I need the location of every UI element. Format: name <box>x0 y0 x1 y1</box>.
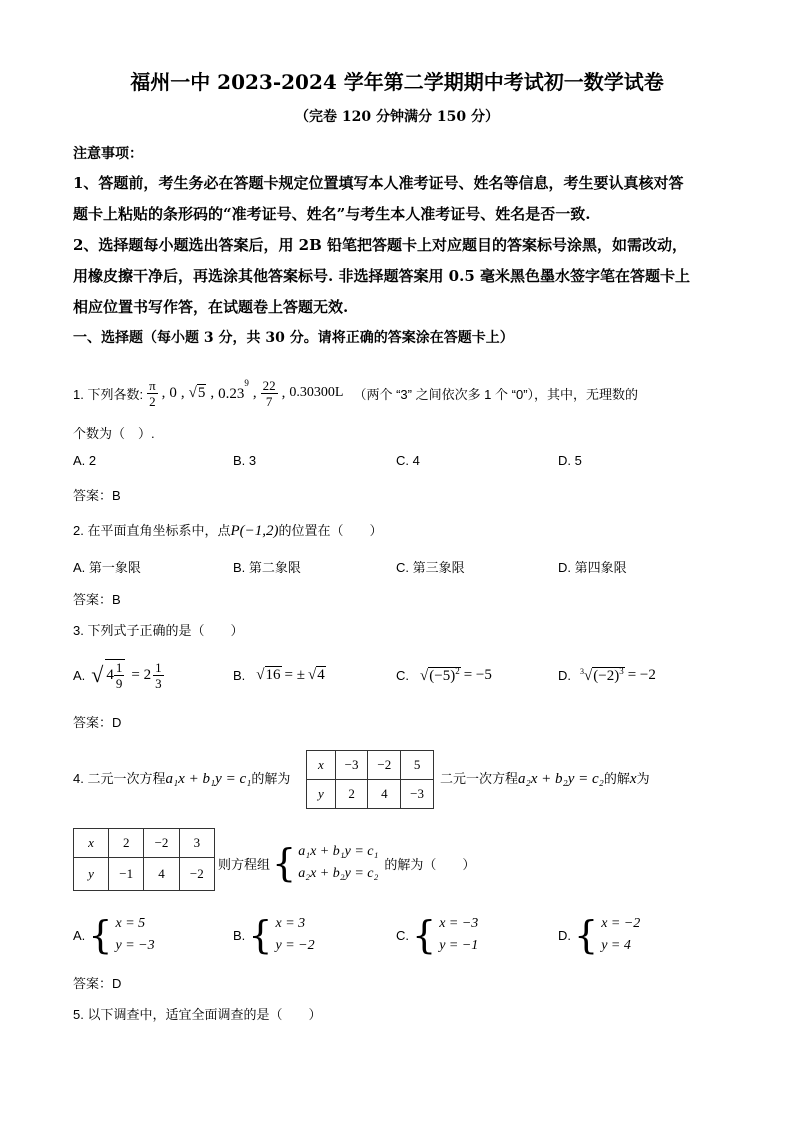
question-4-part1: 4. 二元一次方程a₁x + b₁y = c₁的解为 <box>73 771 291 787</box>
q4-answer: 答案：D <box>73 976 122 991</box>
q4-option-b[interactable]: B. { x = 3 y = −2 <box>233 913 315 957</box>
q4-option-d[interactable]: D. { x = −2 y = 4 <box>558 913 641 957</box>
q1-long-decimal: 0.30300L <box>289 385 344 400</box>
q2-option-c[interactable]: C. 第三象限 <box>396 560 465 575</box>
q1-line2: 个数为（ ）. <box>73 426 155 441</box>
q3-answer: 答案：D <box>73 715 122 730</box>
notice-item1-line2: 题卡上粘贴的条形码的“准考证号、姓名”与考生本人准考证号、姓名是否一致. <box>73 205 591 223</box>
q1-decimal: 0.23$^9$ <box>218 377 249 402</box>
notice-item2-line2: 用橡皮擦干净后，再选涂其他答案标号. 非选择题答案用 0.5 毫米黑色墨水签字笔在答题卡上 <box>73 267 690 285</box>
question-4-part2: 二元一次方程a₂x + b₂y = c₂的解x为 <box>440 771 650 787</box>
q1-option-b[interactable]: B. 3 <box>233 453 257 468</box>
q1-answer: 答案：B <box>73 488 121 503</box>
question-4-system: 则方程组 { a₁x + b₁y = c₁ a₂x + b₂y = c₂ 的解为（ ） <box>218 841 476 885</box>
q4-solution-table-1: x −3 −2 5 y 2 4 −3 <box>306 750 434 809</box>
q2-answer: 答案：B <box>73 592 121 607</box>
q2-option-a[interactable]: A. 第一象限 <box>73 560 141 575</box>
page-title: 福州一中 2023-2024 学年第二学期期中考试初一数学试卷 <box>130 70 664 94</box>
q1-zero: 0 <box>169 384 177 401</box>
question-3: 3. 下列式子正确的是（ ） <box>73 623 244 638</box>
q1-sqrt5: √5 <box>188 384 206 401</box>
section-heading: 一、选择题（每小题 3 分，共 30 分。请将正确的答案涂在答题卡上） <box>73 330 514 346</box>
question-2: 2. 在平面直角坐标系中，点P(−1,2)的位置在（ ） <box>73 523 383 539</box>
q3-option-a[interactable]: A. √ 4 $\frac{1}{9}$ = 2 $\frac{1}{3}$ <box>73 659 162 691</box>
q2-option-d[interactable]: D. 第四象限 <box>558 560 627 575</box>
q3-option-c[interactable]: C. $√(-5)^2$ = −5 <box>396 665 492 684</box>
q1-22-over-7: $\frac{22}{7}$ <box>262 377 276 409</box>
q2-point: P(−1,2) <box>230 523 279 539</box>
q4-option-c[interactable]: C. { x = −3 y = −1 <box>396 913 479 957</box>
q1-prefix: 1. 下列各数: <box>73 386 144 402</box>
notice-heading: 注意事项： <box>73 146 143 162</box>
page-subtitle: （完卷 120 分钟满分 150 分） <box>295 109 499 125</box>
q1-option-a[interactable]: A. 2 <box>73 453 97 468</box>
notice-item2-line3: 相应位置书写作答，在试题卷上答题无效. <box>73 298 349 316</box>
q4-solution-table-2: x 2 −2 3 y −1 4 −2 <box>73 828 215 891</box>
question-1: 1. 下列各数: $\frac{\pi}{2}$ , 0 , √5 , 0.23$^9$ , $\frac{22}{7}$ , 0.30300L （两个 “3” 之间依次多 1 个 “0”），其中，无理数的 <box>73 377 639 409</box>
q3-option-b[interactable]: B. √16 = ± √4 <box>233 666 325 683</box>
q1-note: （两个 “3” 之间依次多 1 个 “0”），其中，无理数的 <box>353 386 639 402</box>
question-5: 5. 以下调查中，适宜全面调查的是（ ） <box>73 1007 322 1022</box>
q3-option-d[interactable]: D. $^3√(-2)^3$ = −2 <box>558 665 656 684</box>
q2-option-b[interactable]: B. 第二象限 <box>233 560 301 575</box>
notice-item1-line1: 1、答题前，考生务必在答题卡规定位置填写本人准考证号、姓名等信息，考生要认真核对答 <box>73 174 684 192</box>
q4-option-a[interactable]: A. { x = 5 y = −3 <box>73 913 155 957</box>
q1-option-d[interactable]: D. 5 <box>558 453 582 468</box>
q1-pi-over-2: $\frac{\pi}{2}$ <box>149 377 156 409</box>
q1-option-c[interactable]: C. 4 <box>396 453 420 468</box>
notice-item2-line1: 2、选择题每小题选出答案后，用 2B 铅笔把答题卡上对应题目的答案标号涂黑，如需改动， <box>73 236 688 254</box>
